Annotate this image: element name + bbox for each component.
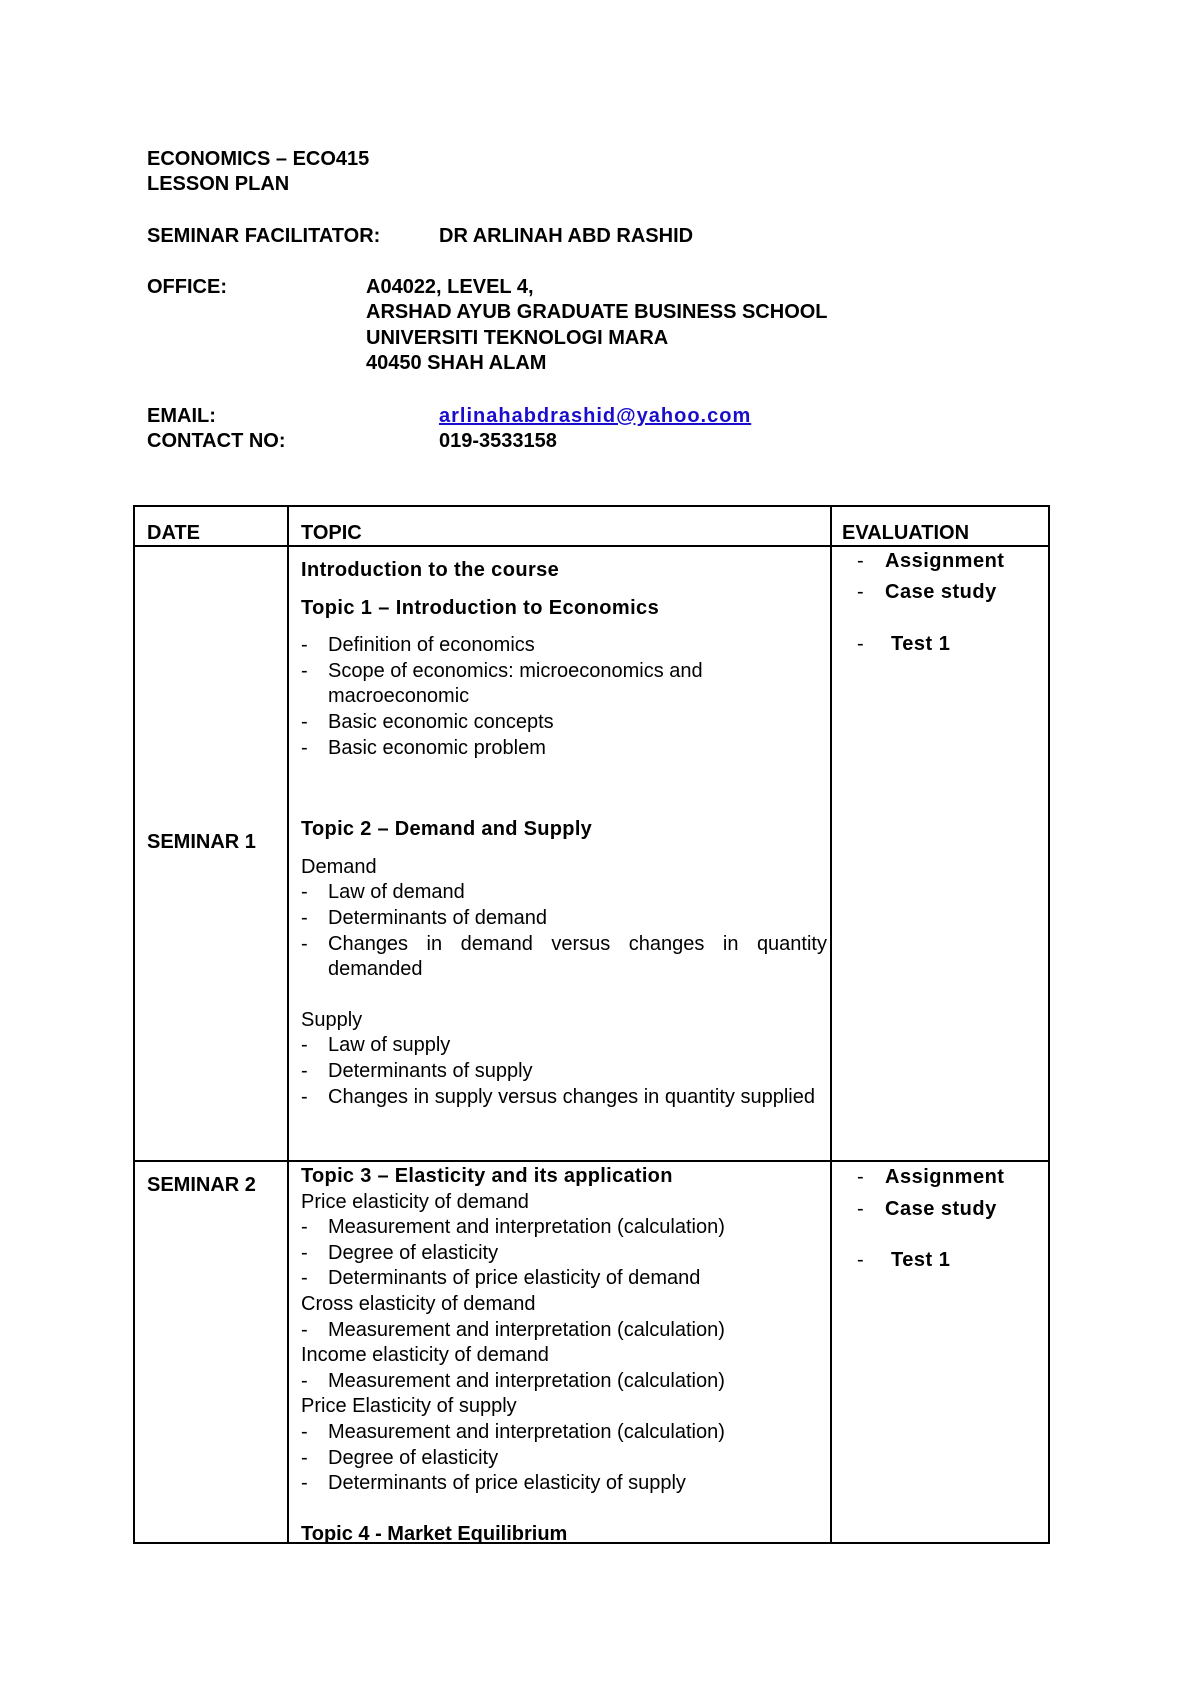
list-item: - Basic economic problem (301, 736, 827, 762)
list-item: - Measurement and interpretation (calculation) (301, 1215, 827, 1241)
list-item: - Measurement and interpretation (calculation) (301, 1369, 827, 1395)
list-item: - Law of demand (301, 880, 827, 906)
list-item: - Scope of economics: microeconomics and macroeconomic (301, 659, 703, 708)
intro-heading: Introduction to the course (301, 559, 560, 581)
list-item: - Determinants of demand (301, 906, 827, 932)
column-header-evaluation: EVALUATION (842, 522, 970, 544)
demand-heading: Demand (301, 855, 377, 878)
office-line-3: UNIVERSITI TEKNOLOGI MARA (366, 327, 669, 349)
facilitator-label: SEMINAR FACILITATOR: (147, 225, 381, 247)
email-label: EMAIL: (147, 405, 216, 427)
list-item: - Degree of elasticity (301, 1241, 827, 1267)
bullet-dash: - (857, 1198, 864, 1220)
topic-1-list (301, 633, 827, 761)
list-item: - Definition of economics (301, 633, 827, 659)
bullet-dash: - (301, 1472, 308, 1495)
column-divider-2 (830, 507, 832, 1542)
bullet-dash: - (301, 1318, 308, 1341)
topic-2-title: Topic 2 – Demand and Supply (301, 818, 593, 841)
list-item: - Determinants of price elasticity of supply (301, 1471, 827, 1497)
seminar-2-topics (301, 1164, 827, 1547)
list-item: - Determinants of price elasticity of demand (301, 1266, 827, 1292)
seminar-row-divider (135, 1160, 1048, 1162)
supply-heading: Supply (301, 1008, 363, 1031)
bullet-dash: - (301, 1446, 308, 1469)
bullet-dash: - (301, 1369, 308, 1392)
list-item: - Measurement and interpretation (calculation) (301, 1318, 827, 1344)
contact-label: CONTACT NO: (147, 430, 286, 452)
column-header-date: DATE (147, 522, 200, 544)
price-elasticity-heading: Price elasticity of demand (301, 1190, 529, 1213)
bullet-dash: - (857, 550, 864, 572)
bullet-dash: - (301, 710, 308, 733)
list-item: - Law of supply (301, 1033, 827, 1059)
office-line-4: 40450 SHAH ALAM (366, 352, 547, 374)
document-type: LESSON PLAN (147, 173, 290, 195)
seminar-1-date: SEMINAR 1 (147, 831, 256, 853)
list-item: - Basic economic concepts (301, 710, 827, 736)
bullet-dash: - (301, 906, 308, 929)
topic-3-title: Topic 3 – Elasticity and its application (301, 1165, 673, 1187)
bullet-dash: - (301, 1267, 308, 1290)
lesson-plan-table: DATE TOPIC EVALUATION SEMINAR 1 Introduction to the course Topic 1 – Introduction to Economics - Definition of economics - Scope of economics: microeconomics and macroeconomic - Basic economic concepts - Basic economic problem Topic 2 – Demand and Supply Demand - Law of demand - Determinants of demand - Changes in demand versus changes in quantity demanded Supply - Law of supply - Determinants of supply - Changes in supply versus changes in quantity supplied - Assignment - Case study - Test 1 SEMINAR 2 Topic 3 – Elasticity and its application Price elasticity of demand - Measurement and interpretation (calculation) - Degree of elasticity - Determinants of price elasticity of demand Cross elasticity of demand - Measurement and interpretation (calculation) Income elasticity of demand - Measurement and interpretation (calculation) Price Elasticity of supply - Measurement and interpretation (calculation) - Degree of elasticity - Determinants of price elasticity of supply Topic 4 - Market Equilibrium - Assignment - Case study - Test 1 (133, 505, 1050, 1544)
course-title: ECONOMICS – ECO415 (147, 148, 370, 170)
office-label: OFFICE: (147, 276, 227, 298)
supply-elasticity-heading: Price Elasticity of supply (301, 1395, 517, 1418)
cross-elasticity-heading: Cross elasticity of demand (301, 1292, 536, 1315)
bullet-dash: - (301, 881, 308, 904)
topic-1-title: Topic 1 – Introduction to Economics (301, 596, 660, 619)
seminar-2-date: SEMINAR 2 (147, 1174, 256, 1196)
bullet-dash: - (857, 633, 864, 655)
bullet-dash: - (301, 1059, 308, 1082)
office-line-2: ARSHAD AYUB GRADUATE BUSINESS SCHOOL (366, 301, 828, 323)
contact-number: 019-3533158 (439, 430, 557, 452)
income-elasticity-heading: Income elasticity of demand (301, 1344, 549, 1367)
bullet-dash: - (301, 659, 308, 682)
bullet-dash: - (301, 1085, 308, 1108)
bullet-dash: - (301, 634, 308, 657)
list-item: - Changes in supply versus changes in quantity supplied (301, 1085, 827, 1111)
column-header-topic: TOPIC (301, 522, 362, 544)
list-item: - Changes in demand versus changes in quantity demanded (301, 932, 827, 981)
seminar-1-topics (301, 558, 827, 1110)
bullet-dash: - (857, 1249, 864, 1271)
office-line-1: A04022, LEVEL 4, (366, 276, 534, 298)
list-item: - Degree of elasticity (301, 1446, 827, 1472)
facilitator-name: DR ARLINAH ABD RASHID (439, 225, 694, 247)
list-item: - Measurement and interpretation (calculation) (301, 1420, 827, 1446)
bullet-dash: - (857, 1166, 864, 1188)
column-divider-1 (287, 507, 289, 1542)
bullet-dash: - (301, 736, 308, 759)
bullet-dash: - (301, 1216, 308, 1239)
bullet-dash: - (301, 932, 308, 955)
bullet-dash: - (301, 1034, 308, 1057)
bullet-dash: - (301, 1420, 308, 1443)
email-link[interactable]: arlinahabdrashid@yahoo.com (439, 405, 752, 427)
list-item: - Determinants of supply (301, 1059, 827, 1085)
bullet-dash: - (301, 1241, 308, 1264)
bullet-dash: - (857, 581, 864, 603)
topic-4-title: Topic 4 - Market Equilibrium (301, 1522, 568, 1545)
